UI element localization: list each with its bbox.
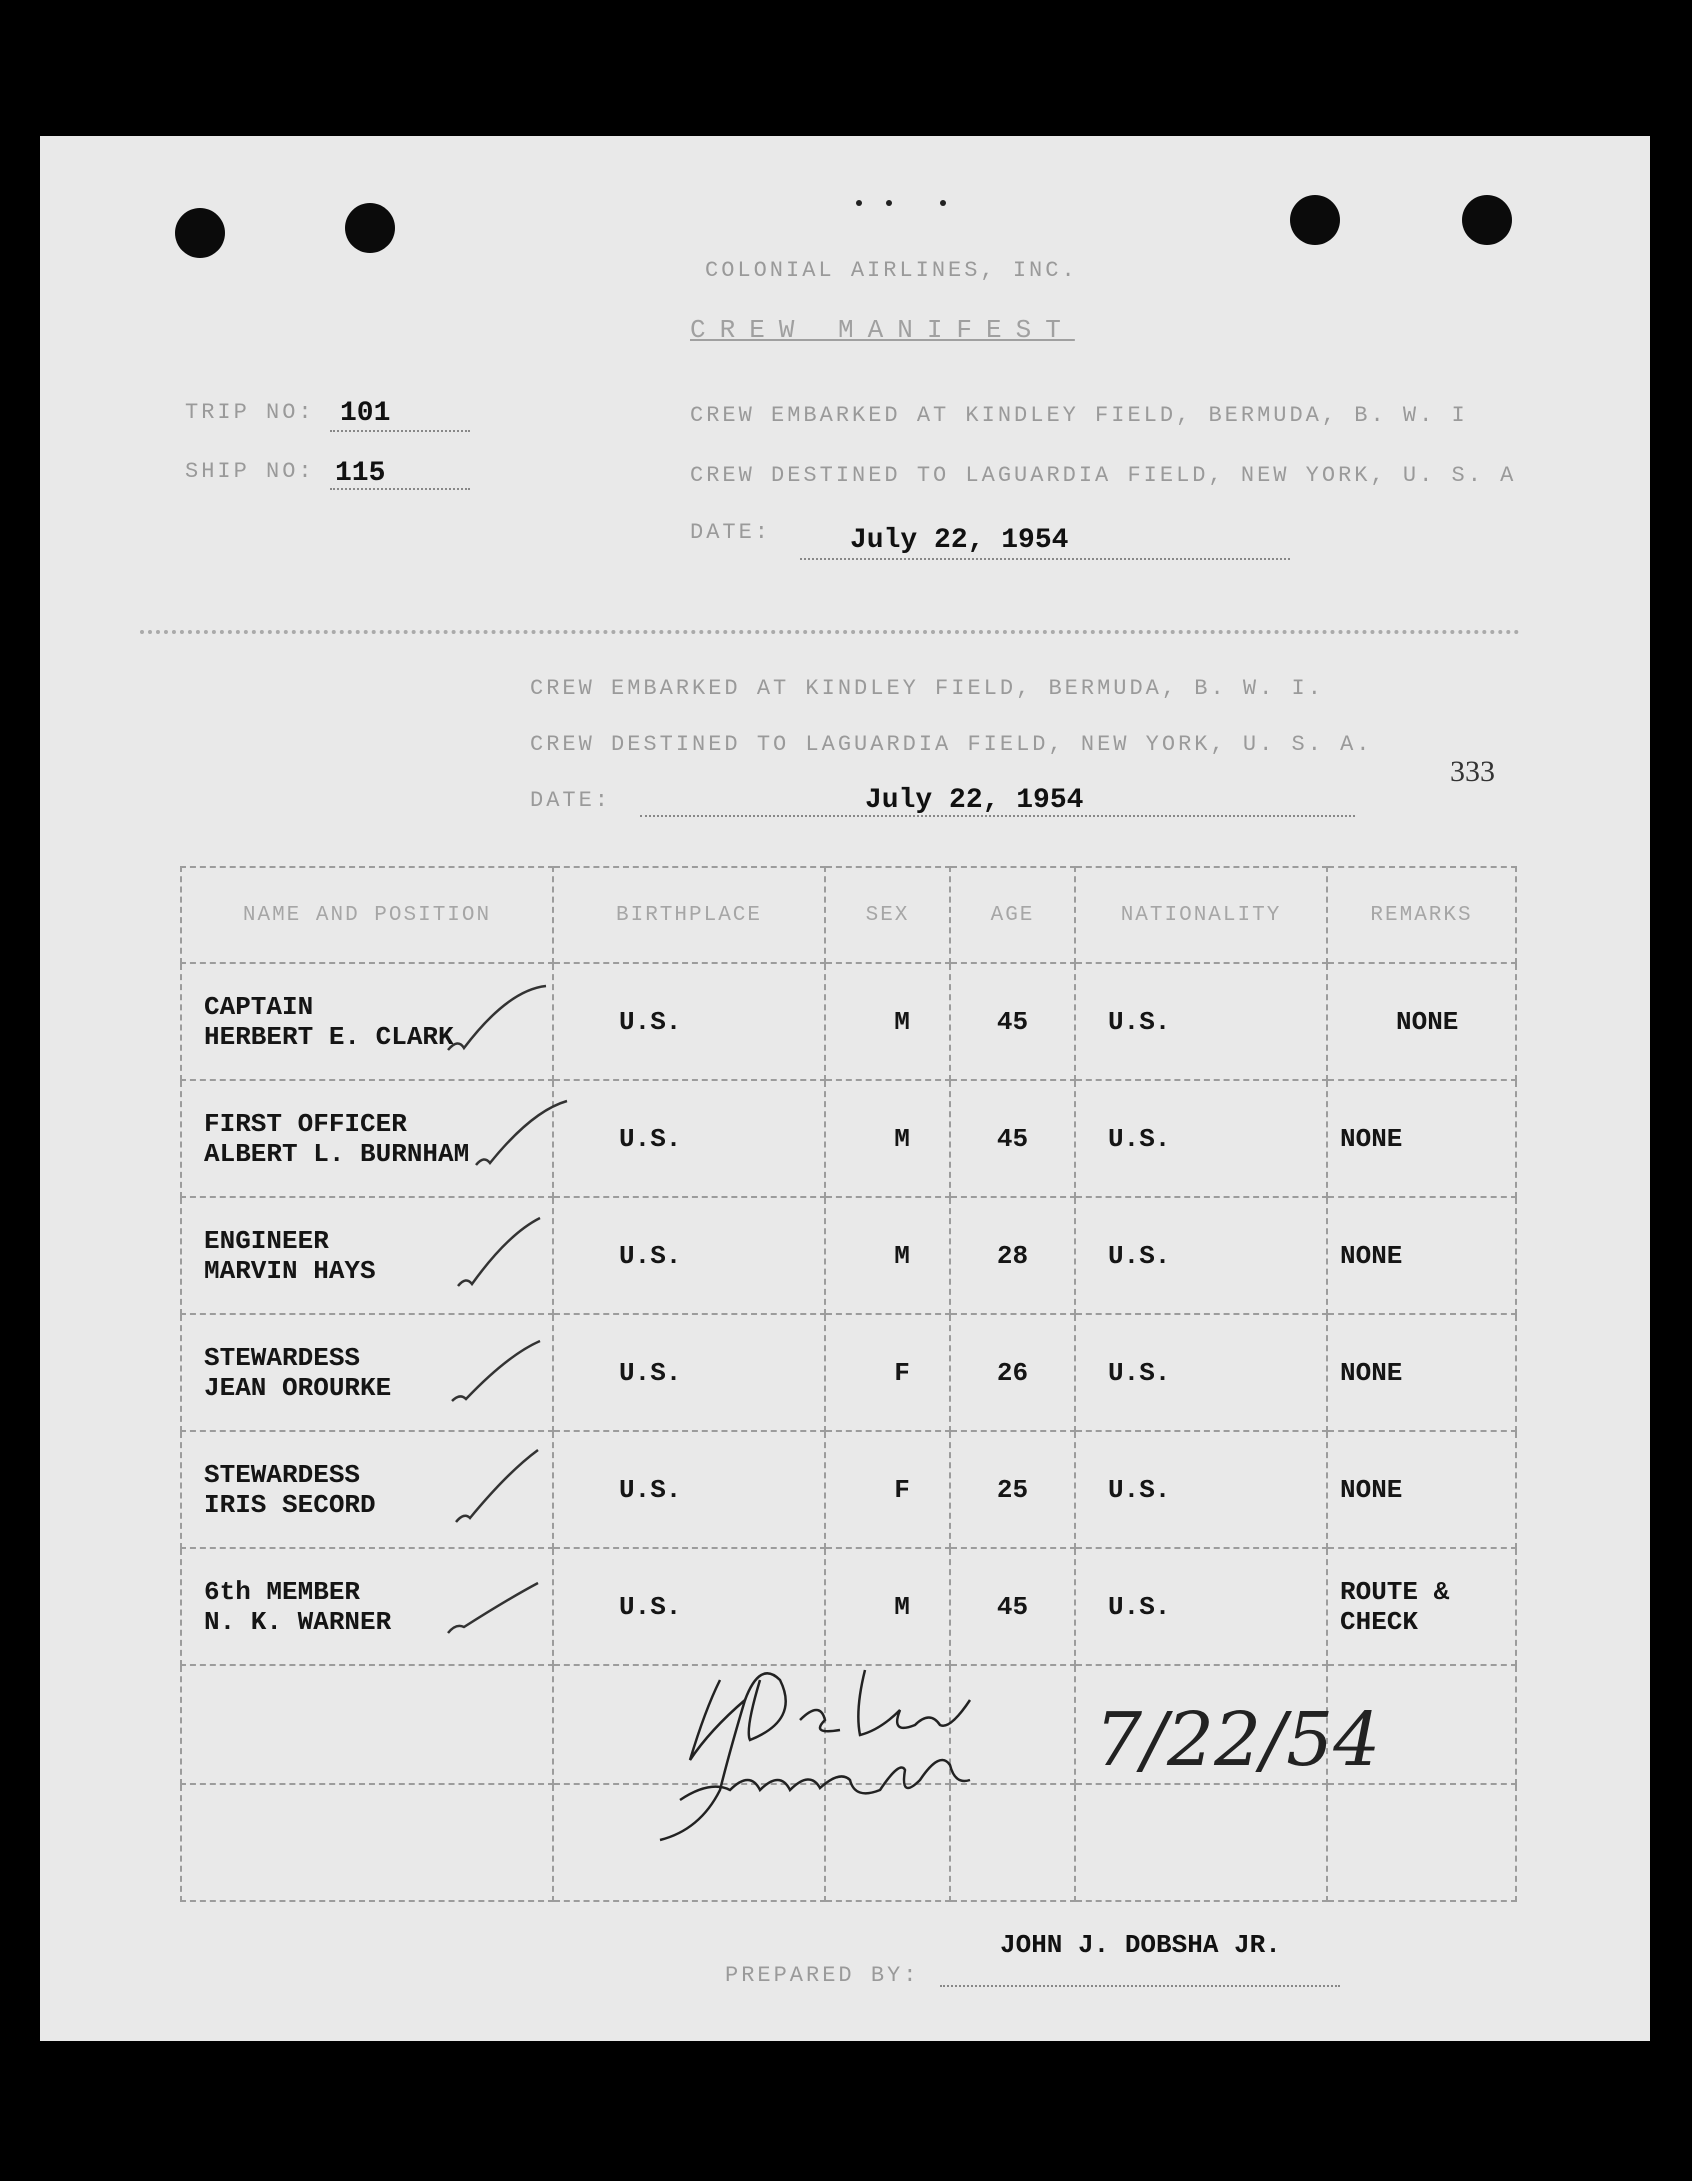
punch-hole: [345, 203, 395, 253]
name-position-cell: [181, 963, 553, 1080]
blank-cell: [1327, 1784, 1516, 1901]
ship-value: 115: [335, 458, 386, 489]
destined-line: CREW DESTINED TO LAGUARDIA FIELD, NEW YORK, U. S. A.: [530, 732, 1373, 757]
handwritten-date: [1085, 1660, 1381, 1820]
punch-hole: [1290, 195, 1340, 245]
svg-text:7/22/54: 7/22/54: [1095, 1697, 1381, 1783]
age-cell: 45: [950, 1548, 1075, 1665]
handwritten-signature: [650, 1640, 1030, 1860]
name-position-cell: [181, 1548, 553, 1665]
date-top: July 22, 1954: [850, 525, 1069, 556]
nationality-cell: U.S.: [1075, 963, 1327, 1080]
remarks-cell: ROUTE & CHECK: [1327, 1548, 1516, 1665]
crew-name: ALBERT L. BURNHAM: [204, 1138, 470, 1169]
birthplace-cell: U.S.: [553, 1314, 825, 1431]
crew-name: JEAN OROURKE: [204, 1372, 392, 1403]
name-position-cell: [181, 1431, 553, 1548]
check-mark-icon: [428, 1448, 548, 1528]
crew-position: STEWARDESS: [204, 1459, 361, 1490]
date-underline: [640, 815, 1355, 817]
embarked-line: CREW EMBARKED AT KINDLEY FIELD, BERMUDA, B. W. I.: [530, 676, 1324, 701]
age-cell: 25: [950, 1431, 1075, 1548]
date-top-underline: [800, 558, 1290, 560]
nationality-cell: U.S.: [1075, 1431, 1327, 1548]
punch-hole: [175, 208, 225, 258]
trip-value: 101: [340, 398, 391, 429]
col-header-birthplace: BIRTHPLACE: [553, 867, 825, 963]
sex-cell: F: [825, 1431, 950, 1548]
crew-position: ENGINEER: [204, 1225, 329, 1256]
birthplace-cell: U.S.: [553, 1431, 825, 1548]
name-position-cell: [181, 1080, 553, 1197]
punch-hole: [1462, 195, 1512, 245]
remarks-cell: NONE: [1327, 963, 1516, 1080]
table-row: [181, 1197, 1516, 1314]
remarks-cell: NONE: [1327, 1314, 1516, 1431]
check-mark-icon: [428, 1214, 548, 1294]
nationality-cell: U.S.: [1075, 1080, 1327, 1197]
embarked-top: CREW EMBARKED AT KINDLEY FIELD, BERMUDA, B. W. I: [690, 403, 1468, 428]
check-mark-icon: [428, 980, 548, 1060]
sex-cell: F: [825, 1314, 950, 1431]
manifest-title: CREW MANIFEST: [690, 315, 1075, 345]
crew-name: IRIS SECORD: [204, 1489, 376, 1520]
col-header-nationality: NATIONALITY: [1075, 867, 1327, 963]
nationality-cell: U.S.: [1075, 1314, 1327, 1431]
age-cell: 26: [950, 1314, 1075, 1431]
age-cell: 45: [950, 963, 1075, 1080]
table-header-row: [181, 867, 1516, 963]
check-mark-icon: [428, 1565, 548, 1645]
divider: [140, 630, 1520, 634]
remarks-cell: NONE: [1327, 1431, 1516, 1548]
date-label: DATE:: [530, 788, 612, 813]
sex-cell: M: [825, 963, 950, 1080]
nationality-cell: U.S.: [1075, 1197, 1327, 1314]
date-value: July 22, 1954: [865, 785, 1084, 816]
name-position-cell: [181, 1314, 553, 1431]
crew-position: FIRST OFFICER: [204, 1108, 407, 1139]
birthplace-cell: U.S.: [553, 963, 825, 1080]
sex-cell: M: [825, 1197, 950, 1314]
trip-label: TRIP NO:: [185, 400, 315, 425]
crew-position: CAPTAIN: [204, 991, 314, 1022]
check-mark-icon: [428, 1331, 548, 1411]
mark-dot: [940, 200, 946, 206]
remarks-cell: NONE: [1327, 1197, 1516, 1314]
nationality-cell: U.S.: [1075, 1548, 1327, 1665]
table-row: [181, 1314, 1516, 1431]
company-name: COLONIAL AIRLINES, INC.: [705, 258, 1078, 283]
page-number: 333: [1450, 755, 1495, 788]
blank-cell: [181, 1784, 553, 1901]
table-row: [181, 963, 1516, 1080]
crew-name: HERBERT E. CLARK: [204, 1021, 454, 1052]
table-row: [181, 1431, 1516, 1548]
crew-name: MARVIN HAYS: [204, 1255, 376, 1286]
preparer-name: JOHN J. DOBSHA JR.: [1000, 1930, 1281, 1960]
ship-underline: [330, 488, 470, 490]
trip-underline: [330, 430, 470, 432]
table-row: [181, 1080, 1516, 1197]
prepared-by-label: PREPARED BY:: [725, 1963, 920, 1988]
birthplace-cell: U.S.: [553, 1548, 825, 1665]
crew-position: STEWARDESS: [204, 1342, 361, 1373]
col-header-age: AGE: [950, 867, 1075, 963]
sex-cell: M: [825, 1080, 950, 1197]
crew-name: N. K. WARNER: [204, 1606, 392, 1637]
birthplace-cell: U.S.: [553, 1080, 825, 1197]
destined-top: CREW DESTINED TO LAGUARDIA FIELD, NEW YORK, U. S. A: [690, 463, 1517, 488]
blank-cell: [181, 1665, 553, 1784]
remarks-cell: NONE: [1327, 1080, 1516, 1197]
age-cell: 45: [950, 1080, 1075, 1197]
name-position-cell: [181, 1197, 553, 1314]
col-header-remarks: REMARKS: [1327, 867, 1516, 963]
mark-dot: [856, 200, 862, 206]
ship-label: SHIP NO:: [185, 459, 315, 484]
col-header-name: NAME AND POSITION: [181, 867, 553, 963]
col-header-sex: SEX: [825, 867, 950, 963]
age-cell: 28: [950, 1197, 1075, 1314]
sex-cell: M: [825, 1548, 950, 1665]
mark-dot: [886, 200, 892, 206]
date-label-top: DATE:: [690, 520, 772, 545]
crew-position: 6th MEMBER: [204, 1576, 361, 1607]
birthplace-cell: U.S.: [553, 1197, 825, 1314]
prepared-by-underline: [940, 1985, 1340, 1987]
